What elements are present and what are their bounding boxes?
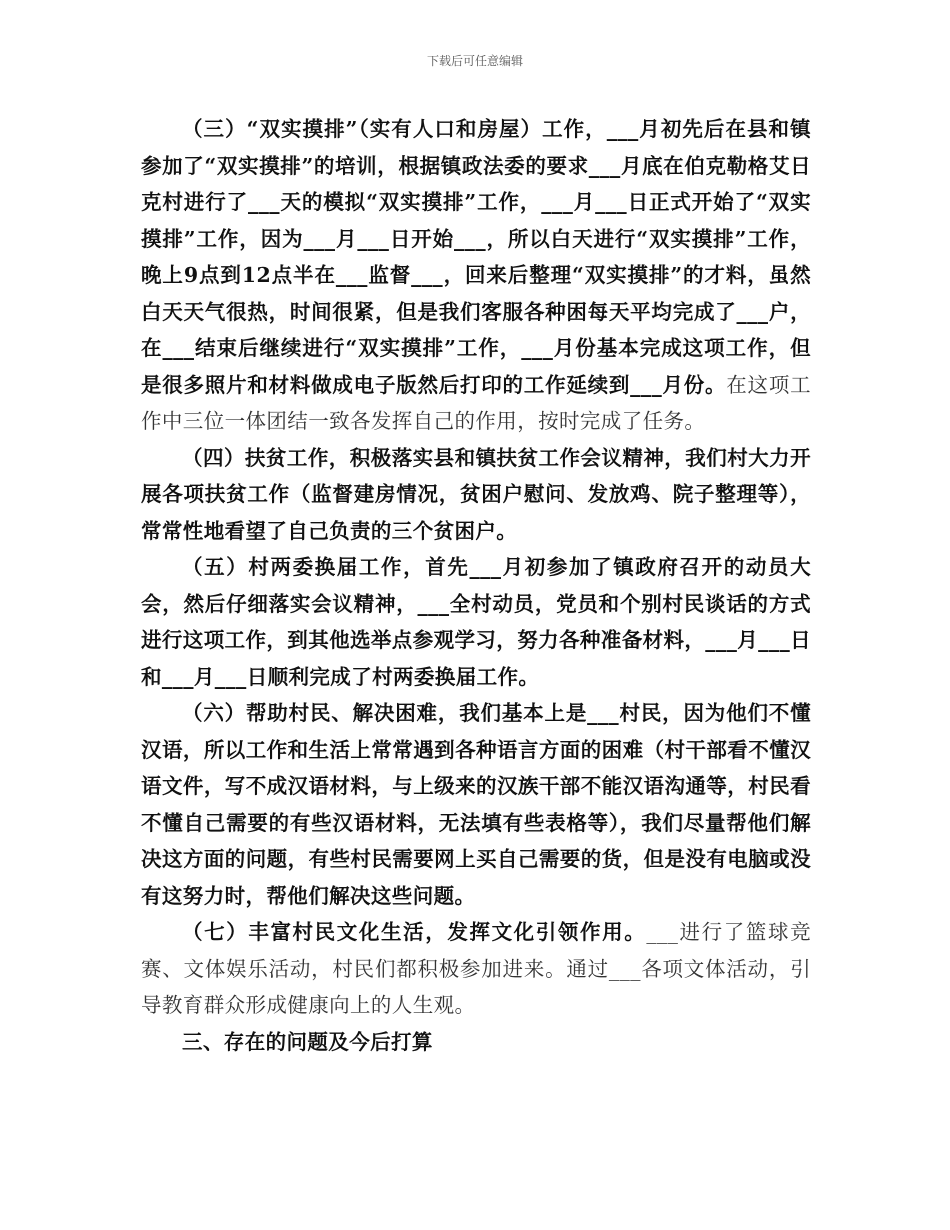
document-body (141, 111, 811, 1060)
paragraph-text: （三）“双实摸排”（实有人口和房屋）工作，___月初先后在县和镇参加了“双实摸排”的培训，根据镇政法委的要求___月底在伯克勒格艾日克村进行了___天的模拟“双实摸排”工作，___月___日正式开始了“双实摸排”工作，因为___月___日开始___，所以白天进行“双实摸排”工作，晚上9点到12点半在___监督___，回来后整理“双实摸排”的才料，虽然白天天气很热，时间很紧，但是我们客服各种困每天平均完成了___户，在___结束后继续进行“双实摸排”工作，___月份基本完成这项工作，但是很多照片和材料做成电子版然后打印的工作延续到___月份。 (141, 117, 811, 397)
paragraph-help-villagers (141, 695, 811, 914)
page-header: 下载后可任意编辑 (426, 54, 523, 68)
paragraph-text: （六）帮助村民、解决困难，我们基本上是___村民，因为他们不懂汉语，所以工作和生活上常常遇到各种语言方面的困难（村干部看不懂汉语文件，写不成汉语材料，与上级来的汉族干部不能汉语沟通等，村民看不懂自己需要的有些汉语材料，无法填有些表格等），我们尽量帮他们解决这方面的问题，有些村民需要网上买自己需要的货，但是没有电脑或没有这努力时，帮他们解决这些问题。 (141, 701, 811, 908)
paragraph-text-light: 在这项工作中三位一体团结一致各发挥自己的作用，按时完成了任务。 (141, 372, 811, 433)
paragraph-double-survey (141, 111, 811, 440)
paragraph-text-light: ___进行了篮球竞赛、文体娱乐活动，村民们都积极参加进来。通过___各项文体活动，引导教育群众形成健康向上的人生观。 (141, 920, 811, 1017)
paragraph-election (141, 549, 811, 695)
paragraph-text: （七）丰富村民文化生活，发挥文化引领作用。 (182, 920, 647, 944)
paragraph-poverty-relief (141, 440, 811, 550)
paragraph-culture (141, 914, 811, 1024)
paragraph-text: （五）村两委换届工作，首先___月初参加了镇政府召开的动员大会，然后仔细落实会议精神，___全村动员，党员和个别村民谈话的方式进行这项工作，到其他选举点参观学习，努力各种准备材料，___月___日和___月___日顺利完成了村两委换届工作。 (141, 555, 811, 689)
paragraph-text: （四）扶贫工作，积极落实县和镇扶贫工作会议精神，我们村大力开展各项扶贫工作（监督建房情况，贫困户慰问、发放鸡、院子整理等），常常性地看望了自己负责的三个贫困户。 (141, 445, 811, 543)
section-heading: 三、存在的问题及今后打算 (182, 1029, 433, 1054)
